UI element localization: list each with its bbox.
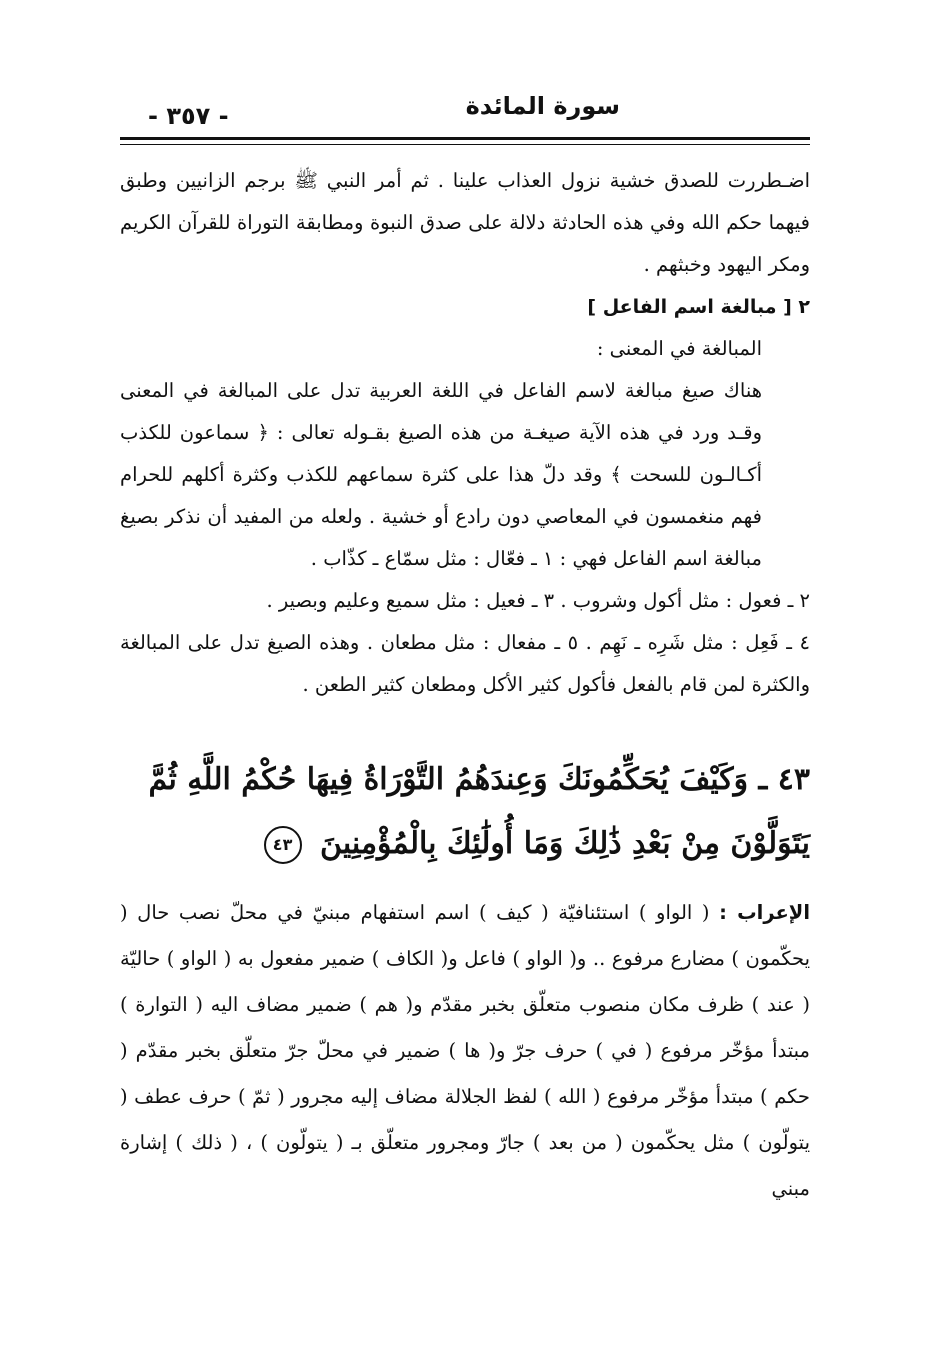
paragraph-3: هناك صيغ مبالغة لاسم الفاعل في اللغة العربية تدل على المبالغة في المعنى وقـد ورد في هذه الآية صيغـة من هذه الصيغ بقـوله تعالى : ﴿ سماعون للكذب أكـالـون للسحت ﴾ وقد دلّ هذا على كثرة سماعهم للكذب وكثرة أكلهم للحرام فهم منغمسون في المعاصي دون رادع أو خشية . ولعله من المفيد أن نذكر بصيغ مبالغة اسم الفاعل فهي : ١ ـ فعّال : مثل سمّاع ـ كذّاب .	[120, 379, 762, 570]
paragraph-2: المبالغة في المعنى :	[596, 337, 762, 360]
body-text	[120, 160, 810, 706]
quran-verse	[120, 748, 810, 876]
header-rule-thin	[120, 144, 810, 145]
irab-label: الإعراب :	[719, 901, 811, 924]
surah-title: سورة المائدة	[465, 92, 620, 120]
paragraph-4: ٢ ـ فعول : مثل أكول وشروب . ٣ ـ فعيل : مثل سميع وعليم وبصير .	[266, 589, 810, 612]
paragraph-1: اضـطررت للصدق خشية نزول العذاب علينا . ثم أمر النبي ﷺ برجم الزانيين وطبق فيهما حكم الله وفي هذه الحادثة دلالة على صدق النبوة ومطابقة التوراة للقرآن الكريم ومكر اليهود وخبثهم .	[120, 169, 810, 276]
verse-number-marker: ٤٣	[264, 826, 302, 864]
section-heading: ٢ [ مبالغة اسم الفاعل ]	[587, 296, 810, 318]
paragraph-5: ٤ ـ فَعِل : مثل شَرِه ـ نَهِم . ٥ ـ مفعال : مثل مطعان . وهذه الصيغ تدل على المبالغة والكثرة لمن قام بالفعل فأكول كثير الأكل ومطعان كثير الطعن .	[120, 631, 810, 696]
header-rule	[120, 137, 810, 140]
irab-text: ( الواو ) استئنافيّة ( كيف ) اسم استفهام مبنيّ في محلّ نصب حال ( يحكّمون ) مضارع مرفوع .. و( الواو ) فاعل و( الكاف ) ضمير مفعول به ( الواو ) حاليّة ( عند ) ظرف مكان منصوب متعلّق بخبر مقدّم و( هم ) ضمير مضاف اليه ( التوارة ) مبتدأ مؤخّر مرفوع ( في ) حرف جرّ و( ها ) ضمير في محلّ جرّ متعلّق بخبر مقدّم ( حكم ) مبتدأ مؤخّر مرفوع ( الله ) لفظ الجلالة مضاف إليه مجرور ( ثمّ ) حرف عطف ( يتولّون ) مثل يحكّمون ( من بعد ) جارّ ومجرور متعلّق بـ ( يتولّون ) ، ( ذلك ) إشارة مبني	[120, 901, 810, 1200]
irab-section	[120, 890, 810, 1212]
verse-text: ٤٣ ـ وَكَيْفَ يُحَكِّمُونَكَ وَعِندَهُمُ التَّوْرَاةُ فِيهَا حُكْمُ اللَّهِ ثُمَّ يَتَوَلَّوْنَ مِنْ بَعْدِ ذَٰلِكَ وَمَا أُولَٰئِكَ بِالْمُؤْمِنِينَ	[148, 762, 810, 861]
page-header	[120, 80, 810, 140]
page-number: - ٣٥٧ -	[148, 102, 229, 130]
